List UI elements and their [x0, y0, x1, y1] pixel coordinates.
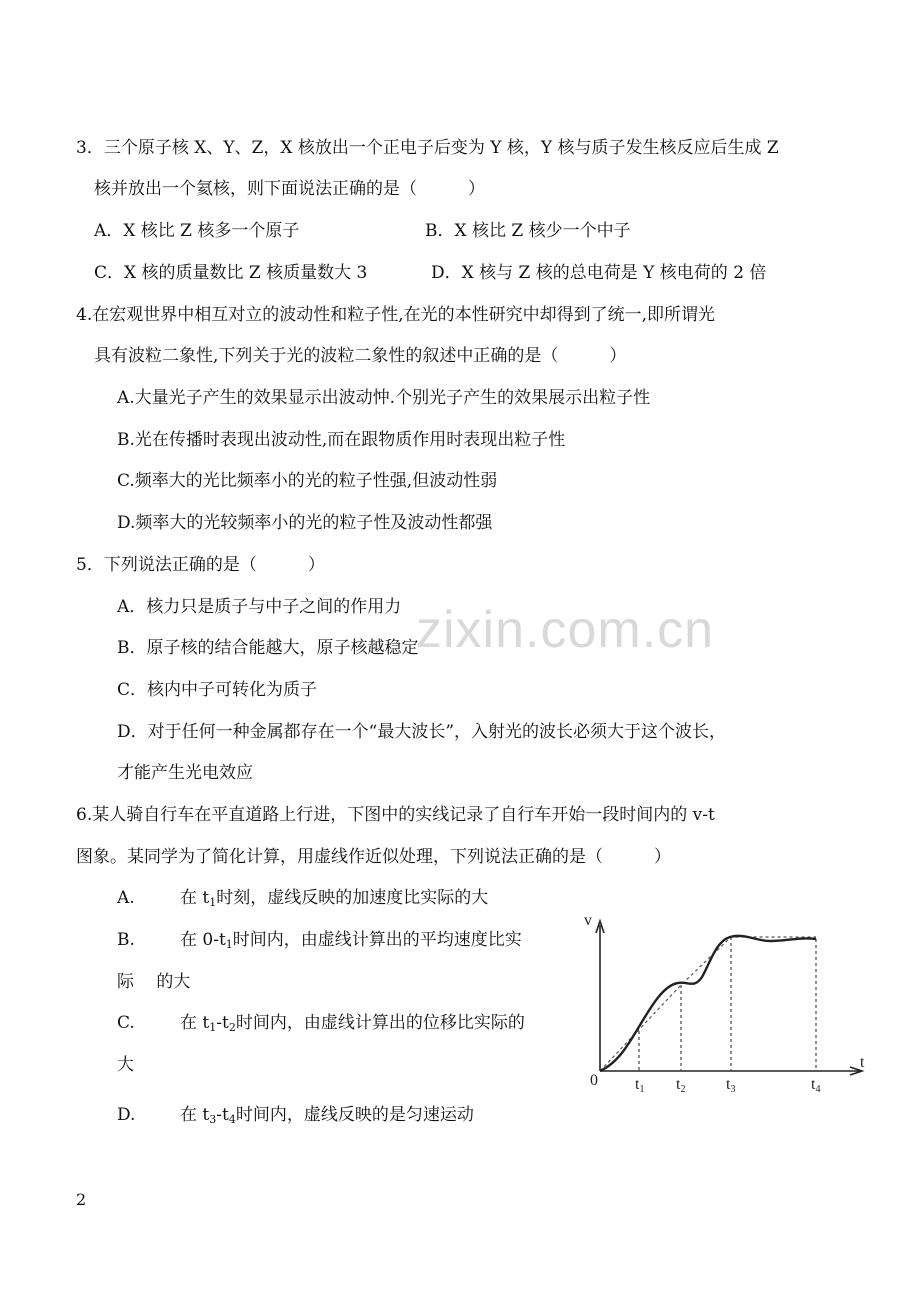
q6-option-b-label: B.: [117, 930, 135, 950]
q6-stem-line2: 图象。某同学为了简化计算，用虚线作近似处理，下列说法正确的是（ ）: [76, 847, 671, 867]
watermark: zixin.com.cn: [416, 601, 715, 659]
q6-option-a-sub: 1: [209, 896, 217, 909]
q3-stem-line2: 核并放出一个氦核，则下面说法正确的是（ ）: [94, 179, 485, 199]
t3-label-sub: 3: [730, 1084, 736, 1095]
vt-graph: [580, 903, 872, 1095]
q6-option-d-mid: -t: [216, 1105, 229, 1125]
q6-option-a-text2: 时刻，虚线反映的加速度比实际的大: [216, 888, 489, 908]
t3-label-t: t: [726, 1076, 731, 1093]
q6-stem-line1: 6.某人骑自行车在平直道路上行进，下图中的实线记录了自行车开始一段时间内的 v-t: [76, 805, 715, 825]
q6-option-c-text1: 在 t: [180, 1013, 210, 1033]
t4-label: [811, 1076, 820, 1095]
approximation-line: [600, 937, 816, 1071]
q4-stem-line2: 具有波粒二象性,下列关于光的波粒二象性的叙述中正确的是（ ）: [94, 346, 627, 366]
t1-label-sub: 1: [639, 1084, 645, 1095]
t2-label: [676, 1076, 685, 1095]
q6-option-d-label: D.: [117, 1105, 136, 1125]
actual-curve: [600, 936, 816, 1071]
q4-option-d: D.频率大的光较频率小的光的粒子性及波动性都强: [117, 513, 493, 533]
q6-option-c-sub2: 2: [228, 1021, 236, 1034]
q5-option-a: A．核力只是质子与中子之间的作用力: [117, 597, 402, 617]
t3-label: [726, 1076, 735, 1095]
q5-option-d-line2: 才能产生光电效应: [117, 763, 253, 783]
q3-option-c: C．X 核的质量数比 Z 核质量数大 3: [94, 263, 368, 283]
q6-option-b-text1: 在 0-t: [180, 930, 226, 950]
q6-option-c-label: C.: [117, 1013, 135, 1033]
q6-option-b: [180, 928, 522, 957]
q6-option-c-sub1: 1: [209, 1021, 217, 1034]
q5-option-d-line1: D．对于任何一种金属都存在一个“最大波长”，入射光的波长必须大于这个波长，: [117, 722, 727, 742]
q5-option-b: B．原子核的结合能越大，原子核越稳定: [117, 638, 419, 658]
q6-option-c: [180, 1011, 525, 1040]
q6-option-d-sub2: 4: [228, 1113, 236, 1126]
q6-option-b-sub: 1: [225, 938, 233, 951]
q6-option-c-mid: -t: [216, 1013, 229, 1033]
q4-option-c: C.频率大的光比频率小的光的粒子性强,但波动性弱: [117, 471, 498, 491]
q3-stem-line1: 3．三个原子核 X、Y、Z，X 核放出一个正电子后变为 Y 核，Y 核与质子发生核反应后生成 Z: [76, 138, 779, 158]
t4-label-sub: 4: [815, 1084, 821, 1095]
page-number: 2: [76, 1190, 87, 1209]
q4-stem-line1: 4.在宏观世界中相互对立的波动性和粒子性,在光的本性研究中却得到了统一,即所谓光: [76, 305, 716, 325]
v-axis-label: v: [584, 912, 592, 929]
q6-option-b-continued: 际 的大: [117, 972, 191, 992]
q6-option-b-text2: 时间内，由虚线计算出的平均速度比实: [232, 930, 522, 950]
q6-option-a-label: A.: [117, 888, 135, 908]
q3-option-b: B．X 核比 Z 核少一个中子: [425, 221, 631, 241]
q6-option-d-sub1: 3: [209, 1113, 217, 1126]
q6-option-c-text2: 时间内，由虚线计算出的位移比实际的: [235, 1013, 525, 1033]
origin-label: 0: [590, 1072, 598, 1089]
t2-label-sub: 2: [680, 1084, 686, 1095]
q6-option-d: [180, 1103, 474, 1132]
t2-label-t: t: [676, 1076, 681, 1093]
q6-option-d-text1: 在 t: [180, 1105, 210, 1125]
q6-option-d-text2: 时间内，虚线反映的是匀速运动: [235, 1105, 474, 1125]
t1-label-t: t: [635, 1076, 640, 1093]
q4-option-a: A.大量光子产生的效果显示出波动忡.个别光子产生的效果展示出粒子性: [117, 388, 651, 408]
q6-option-c-continued: 大: [117, 1055, 134, 1075]
q5-stem: 5．下列说法正确的是（ ）: [76, 555, 325, 575]
q5-option-c: C．核内中子可转化为质子: [117, 680, 318, 700]
t-axis-label: t: [860, 1054, 865, 1071]
q6-option-a: [180, 886, 488, 915]
q6-option-a-text1: 在 t: [180, 888, 210, 908]
q4-option-b: B.光在传播时表现出波动性,而在跟物质作用时表现出粒子性: [117, 430, 566, 450]
q3-option-a: A．X 核比 Z 核多一个原子: [94, 221, 300, 241]
t4-label-t: t: [811, 1076, 816, 1093]
q3-option-d: D．X 核与 Z 核的总电荷是 Y 核电荷的 2 倍: [431, 263, 767, 283]
t1-label: [635, 1076, 644, 1095]
